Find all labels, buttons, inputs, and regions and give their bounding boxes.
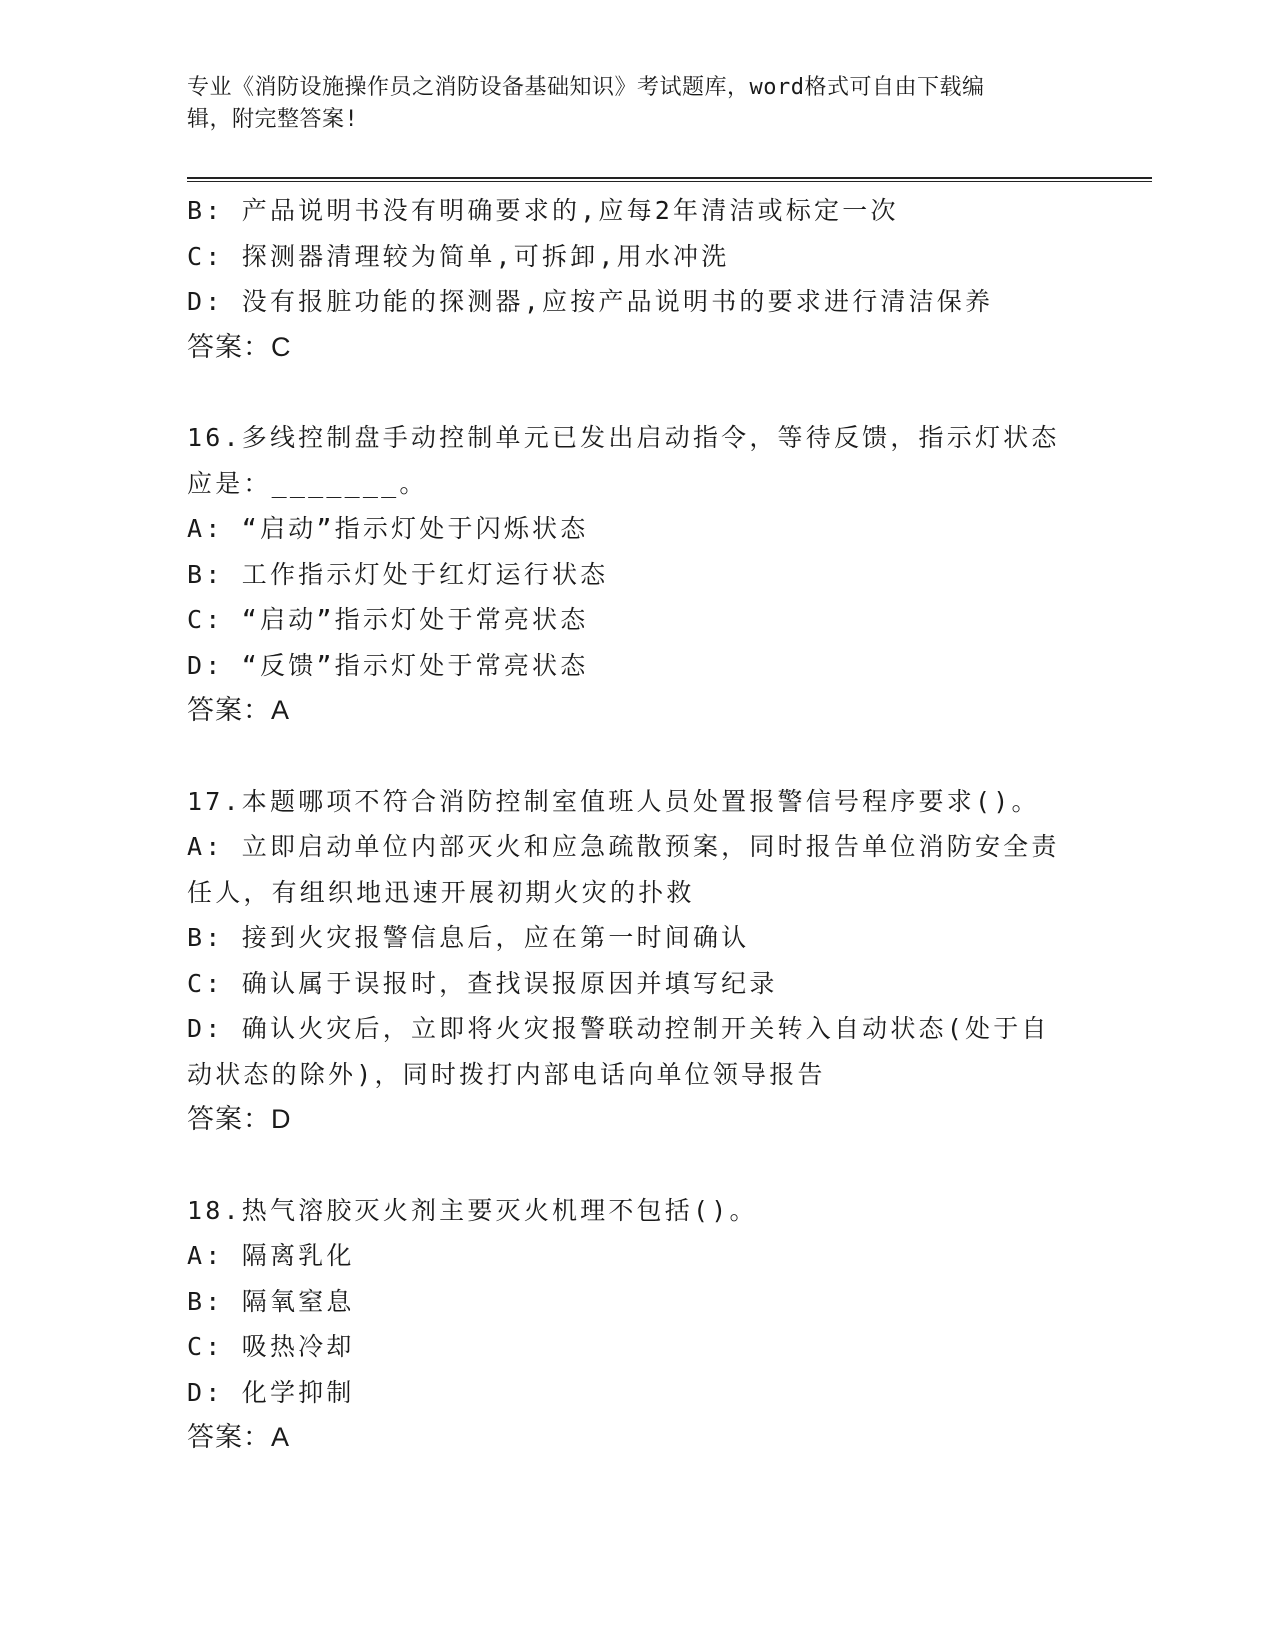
spacer	[187, 734, 1087, 779]
question-18	[187, 1188, 1087, 1461]
question-15	[187, 188, 1087, 370]
q17-answer: 答案：D	[187, 1104, 292, 1134]
q16-stem-line-2: 应是：_______。	[187, 468, 428, 498]
header-line-1: 专业《消防设施操作员之消防设备基础知识》考试题库，word格式可自由下载编	[187, 75, 985, 100]
q16-option-c: C: “启动”指示灯处于常亮状态	[187, 605, 589, 634]
q18-option-b: B: 隔氧窒息	[187, 1286, 355, 1316]
q18-option-a: A: 隔离乳化	[187, 1241, 355, 1270]
spacer	[187, 1143, 1087, 1188]
q16-option-d: D: “反馈”指示灯处于常亮状态	[187, 650, 589, 680]
header-divider	[187, 177, 1152, 182]
q18-option-d: D: 化学抑制	[187, 1377, 355, 1407]
q15-option-c: C: 探测器清理较为简单,可拆卸,用水冲洗	[187, 241, 730, 271]
q18-answer: 答案：A	[187, 1422, 291, 1452]
q15-option-d: D: 没有报脏功能的探测器,应按产品说明书的要求进行清洁保养	[187, 287, 994, 316]
question-16	[187, 415, 1087, 734]
q18-option-c: C: 吸热冷却	[187, 1332, 355, 1361]
question-list	[187, 188, 1087, 1461]
q17-option-a-line-1: A: 立即启动单位内部灭火和应急疏散预案，同时报告单位消防安全责	[187, 832, 1060, 861]
q17-option-d-line-2: 动状态的除外)，同时拨打内部电话向单位领导报告	[187, 1059, 826, 1089]
q16-answer: 答案：A	[187, 695, 291, 725]
page-header	[187, 72, 1087, 136]
q15-option-b: B: 产品说明书没有明确要求的,应每2年清洁或标定一次	[187, 196, 899, 225]
spacer	[187, 370, 1087, 415]
q17-option-b: B: 接到火灾报警信息后，应在第一时间确认	[187, 923, 750, 952]
q16-stem-line-1: 16.多线控制盘手动控制单元已发出启动指令，等待反馈，指示灯状态	[187, 423, 1060, 452]
q18-stem: 18.热气溶胶灭火剂主要灭火机理不包括()。	[187, 1195, 758, 1225]
question-17	[187, 779, 1087, 1143]
q16-option-a: A: “启动”指示灯处于闪烁状态	[187, 514, 589, 543]
q17-option-d-line-1: D: 确认火灾后，立即将火灾报警联动控制开关转入自动状态(处于自	[187, 1014, 1050, 1043]
q16-option-b: B: 工作指示灯处于红灯运行状态	[187, 559, 609, 589]
q17-option-a-line-2: 任人，有组织地迅速开展初期火灾的扑救	[187, 877, 695, 907]
q15-answer: 答案：C	[187, 331, 292, 362]
header-line-2: 辑，附完整答案!	[187, 107, 359, 132]
q17-stem: 17.本题哪项不符合消防控制室值班人员处置报警信号程序要求()。	[187, 786, 1040, 816]
q17-option-c: C: 确认属于误报时，查找误报原因并填写纪录	[187, 968, 778, 998]
